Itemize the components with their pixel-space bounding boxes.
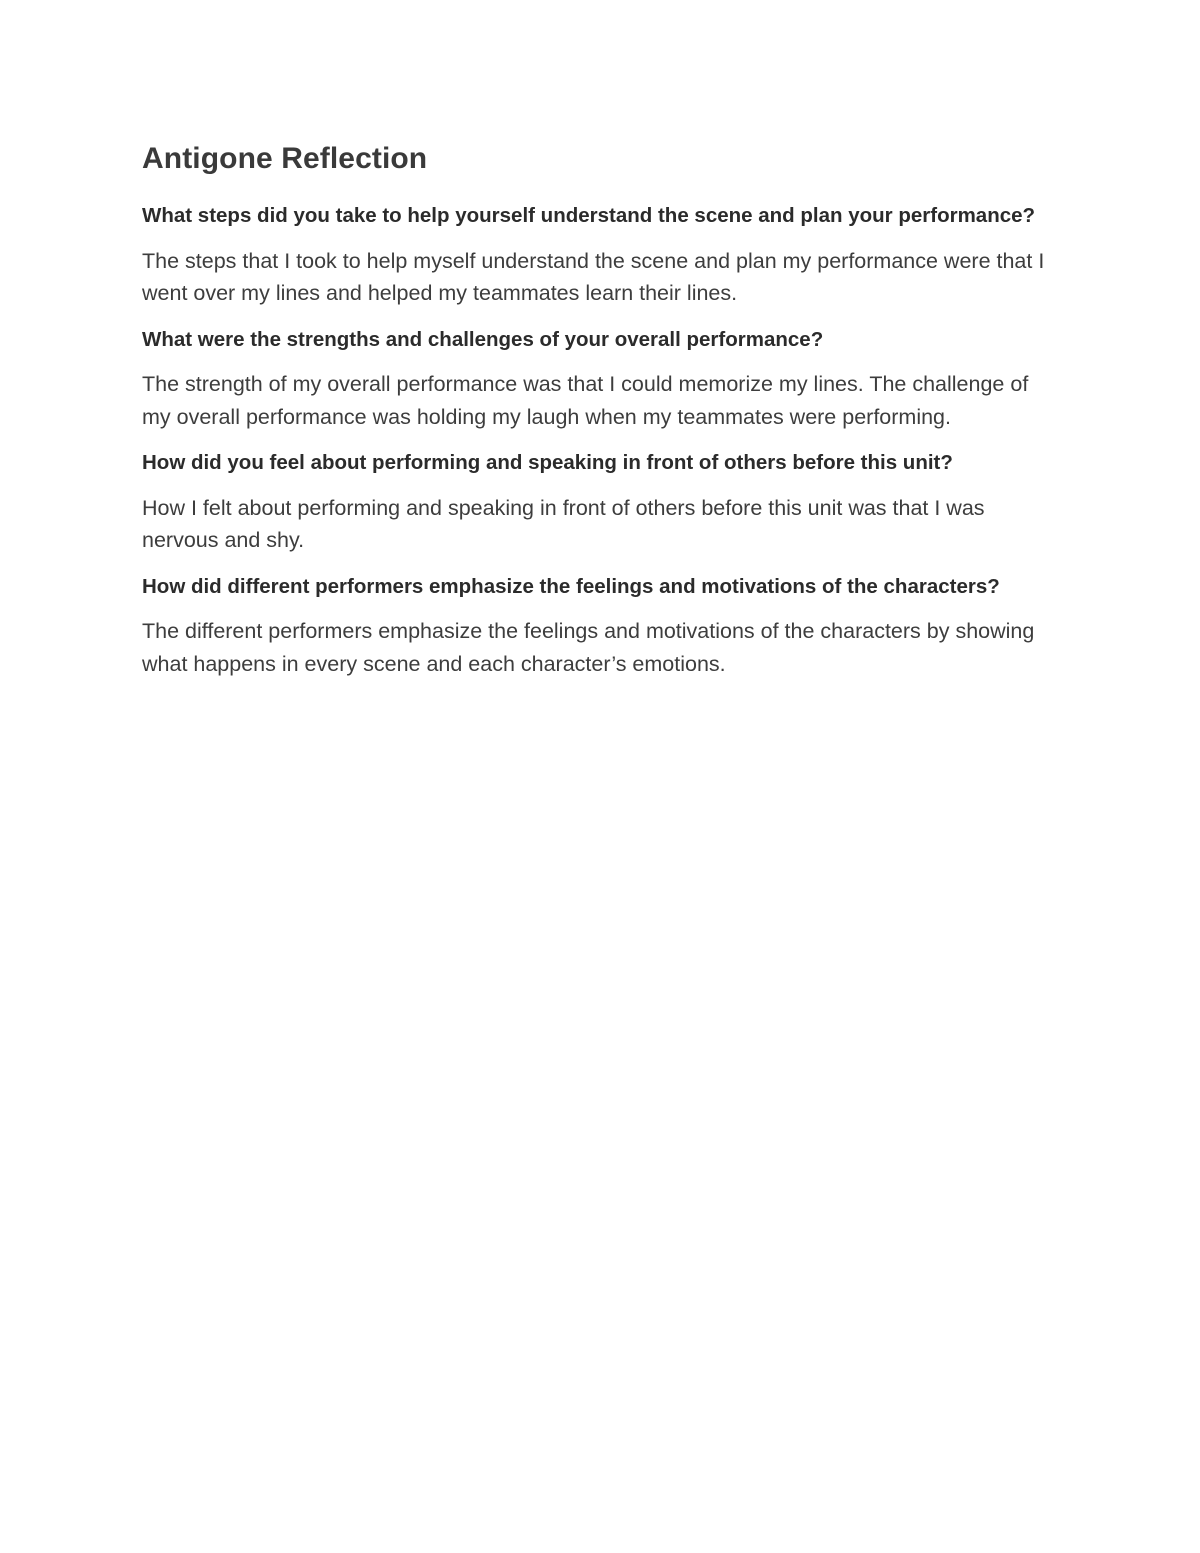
document-title: Antigone Reflection	[142, 142, 428, 175]
question-3: How did you feel about performing and speaking in front of others before this unit?	[142, 451, 953, 474]
answer-2: The strength of my overall performance was that I could memorize my lines. The challenge of my overall performance was holding my laugh when my teammates were performing.	[142, 372, 1029, 429]
question-2: What were the strengths and challenges of your overall performance?	[142, 327, 824, 351]
answer-1: The steps that I took to help myself understand the scene and plan my performance were that I went over my lines and helped my teammates learn their lines.	[142, 248, 1045, 305]
qa-section-3	[142, 447, 1062, 557]
qa-section-4	[142, 571, 1062, 681]
question-4: How did different performers emphasize the feelings and motivations of the characters?	[142, 574, 1000, 598]
answer-3: How I felt about performing and speaking in front of others before this unit was that I was nervous and shy.	[142, 495, 985, 552]
question-1: What steps did you take to help yourself understand the scene and plan your performance?	[142, 204, 1036, 227]
qa-section-2	[142, 324, 1062, 434]
qa-section-1	[142, 200, 1062, 310]
answer-4: The different performers emphasize the feelings and motivations of the characters by showing what happens in every scene and each character’s emotions.	[142, 619, 1035, 676]
document-body	[142, 138, 1062, 694]
